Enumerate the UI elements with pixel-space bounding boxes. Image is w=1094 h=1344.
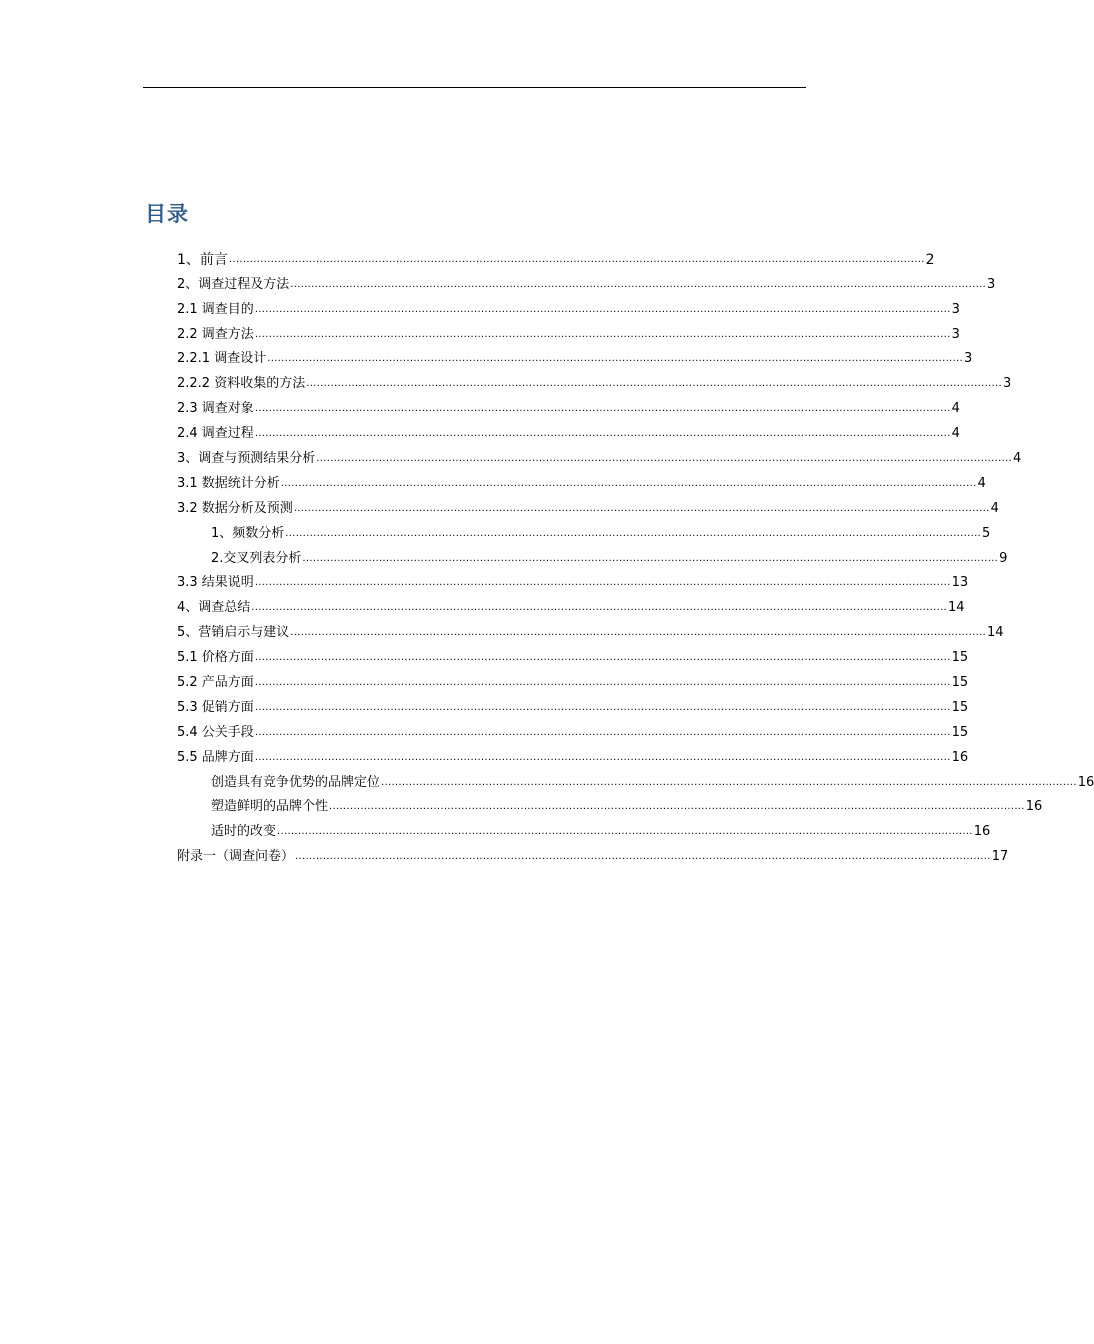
dot-leader: ........................................................................................................................................................................................................ — [254, 726, 951, 738]
dot-leader: ........................................................................................................................................................................................................ — [280, 477, 977, 489]
toc-entry-promotion[interactable] — [0, 691, 969, 716]
toc-entry-page: 14 — [948, 600, 965, 616]
dot-leader: ........................................................................................................................................................................................................ — [306, 378, 1002, 390]
toc-entry-page: 14 — [987, 625, 1004, 641]
toc-entry-page: 15 — [951, 699, 969, 715]
toc-entry-survey-summary[interactable] — [0, 591, 965, 616]
toc-entry-label: 5.3 促销方面 — [177, 699, 254, 715]
dot-leader: ........................................................................................................................................................................................................ — [251, 602, 948, 614]
toc-entry-page: 16 — [951, 749, 969, 765]
toc-entry-page: 4 — [990, 500, 999, 516]
toc-entry-page: 17 — [991, 849, 1009, 865]
dot-leader: ........................................................................................................................................................................................................ — [254, 303, 951, 315]
toc-entry-label: 2、调查过程及方法 — [177, 276, 290, 292]
toc-entry-label: 2.3 调查对象 — [177, 401, 254, 417]
toc-entry-frequency-analysis[interactable] — [0, 517, 991, 542]
dot-leader: ........................................................................................................................................................................................................ — [290, 627, 987, 639]
toc-entry-page: 15 — [951, 675, 969, 691]
toc-entry-label: 3.3 结果说明 — [177, 575, 254, 591]
toc-entry-label: 2.4 调查过程 — [177, 426, 254, 442]
header-rule — [143, 87, 806, 88]
toc-entry-page: 4 — [951, 426, 960, 442]
toc-entry-label: 1、频数分析 — [211, 525, 285, 541]
toc-entry-label: 5、营销启示与建议 — [177, 625, 290, 641]
dot-leader: ........................................................................................................................................................................................................ — [254, 701, 951, 713]
toc-entry-page: 3 — [1002, 376, 1012, 392]
toc-entry-survey-process-method[interactable] — [0, 268, 996, 293]
toc-entry-page: 13 — [951, 575, 969, 591]
toc-entry-preface[interactable] — [0, 243, 950, 268]
toc-entry-page: 9 — [999, 550, 1008, 566]
dot-leader: ........................................................................................................................................................................................................ — [254, 328, 951, 340]
toc-entry-survey-procedure[interactable] — [0, 417, 960, 442]
toc-entry-label: 3.1 数据统计分析 — [177, 475, 280, 491]
dot-leader: ........................................................................................................................................................................................................ — [254, 751, 951, 763]
dot-leader: ........................................................................................................................................................................................................ — [295, 851, 991, 863]
toc-entry-page: 3 — [951, 326, 960, 342]
toc-entry-crosstab-analysis[interactable] — [0, 542, 1008, 567]
dot-leader: ........................................................................................................................................................................................................ — [254, 428, 951, 440]
toc-list — [0, 243, 1094, 865]
toc-entry-results-explanation[interactable] — [0, 567, 969, 592]
dot-leader: ........................................................................................................................................................................................................ — [381, 776, 1077, 788]
toc-entry-label: 5.2 产品方面 — [177, 675, 254, 691]
toc-entry-label: 3.2 数据分析及预测 — [177, 500, 293, 516]
dot-leader: ........................................................................................................................................................................................................ — [254, 403, 951, 415]
toc-entry-page: 15 — [951, 724, 969, 740]
toc-entry-label: 附录一（调查问卷） — [177, 849, 295, 865]
toc-entry-survey-method[interactable] — [0, 318, 960, 343]
toc-entry-label: 塑造鲜明的品牌个性 — [211, 799, 329, 815]
toc-entry-results-analysis[interactable] — [0, 442, 1022, 467]
toc-entry-product[interactable] — [0, 666, 969, 691]
toc-entry-page: 4 — [977, 475, 986, 491]
toc-entry-page: 2 — [925, 251, 935, 268]
toc-entry-page: 5 — [982, 525, 991, 541]
toc-entry-label: 创造具有竞争优势的品牌定位 — [211, 774, 381, 790]
toc-entry-label: 4、调查总结 — [177, 600, 251, 616]
dot-leader: ........................................................................................................................................................................................................ — [277, 826, 973, 838]
toc-entry-page: 15 — [951, 650, 969, 666]
toc-entry-label: 2.交叉列表分析 — [211, 550, 302, 566]
toc-entry-timely-change[interactable] — [0, 815, 991, 840]
toc-entry-page: 4 — [1013, 451, 1022, 467]
toc-entry-label: 2.2 调查方法 — [177, 326, 254, 342]
toc-entry-label: 2.2.2 资料收集的方法 — [177, 376, 306, 392]
dot-leader: ........................................................................................................................................................................................................ — [267, 353, 963, 365]
toc-entry-survey-purpose[interactable] — [0, 293, 960, 318]
toc-entry-price[interactable] — [0, 641, 969, 666]
toc-entry-data-collection[interactable] — [0, 367, 1012, 392]
toc-entry-brand[interactable] — [0, 741, 969, 766]
toc-entry-label: 2.1 调查目的 — [177, 301, 254, 317]
toc-entry-survey-design[interactable] — [0, 343, 973, 368]
toc-entry-label: 适时的改变 — [211, 824, 277, 840]
dot-leader: ........................................................................................................................................................................................................ — [316, 453, 1013, 465]
toc-entry-page: 3 — [951, 301, 960, 317]
toc-entry-statistical-analysis[interactable] — [0, 467, 986, 492]
toc-entry-label: 3、调查与预测结果分析 — [177, 451, 316, 467]
dot-leader: ........................................................................................................................................................................................................ — [285, 527, 982, 539]
dot-leader: ........................................................................................................................................................................................................ — [254, 677, 951, 689]
toc-entry-page: 16 — [973, 824, 991, 840]
toc-entry-brand-personality[interactable] — [0, 791, 1043, 816]
toc-entry-label: 5.1 价格方面 — [177, 650, 254, 666]
toc-entry-appendix-questionnaire[interactable] — [0, 840, 1009, 865]
toc-entry-label: 1、前言 — [177, 251, 228, 268]
toc-entry-label: 5.5 品牌方面 — [177, 749, 254, 765]
toc-entry-page: 16 — [1025, 799, 1043, 815]
toc-entry-survey-subjects[interactable] — [0, 392, 960, 417]
toc-entry-data-analysis-forecast[interactable] — [0, 492, 999, 517]
toc-entry-page: 3 — [963, 351, 973, 367]
toc-entry-brand-positioning[interactable] — [0, 766, 1094, 791]
toc-entry-page: 3 — [987, 276, 996, 292]
toc-entry-page: 16 — [1077, 774, 1094, 790]
toc-entry-label: 5.4 公关手段 — [177, 724, 254, 740]
toc-title: 目录 — [145, 202, 189, 226]
dot-leader: ........................................................................................................................................................................................................ — [329, 801, 1025, 813]
dot-leader: ........................................................................................................................................................................................................ — [254, 652, 951, 664]
dot-leader: ........................................................................................................................................................................................................ — [293, 502, 990, 514]
dot-leader: ........................................................................................................................................................................................................ — [290, 278, 987, 290]
dot-leader: ........................................................................................................................................................................................................ — [228, 253, 925, 265]
toc-entry-marketing-suggestions[interactable] — [0, 616, 1004, 641]
toc-entry-public-relations[interactable] — [0, 716, 969, 741]
toc-entry-page: 4 — [951, 401, 960, 417]
dot-leader: ........................................................................................................................................................................................................ — [254, 577, 951, 589]
dot-leader: ........................................................................................................................................................................................................ — [302, 552, 999, 564]
toc-entry-label: 2.2.1 调查设计 — [177, 351, 267, 367]
